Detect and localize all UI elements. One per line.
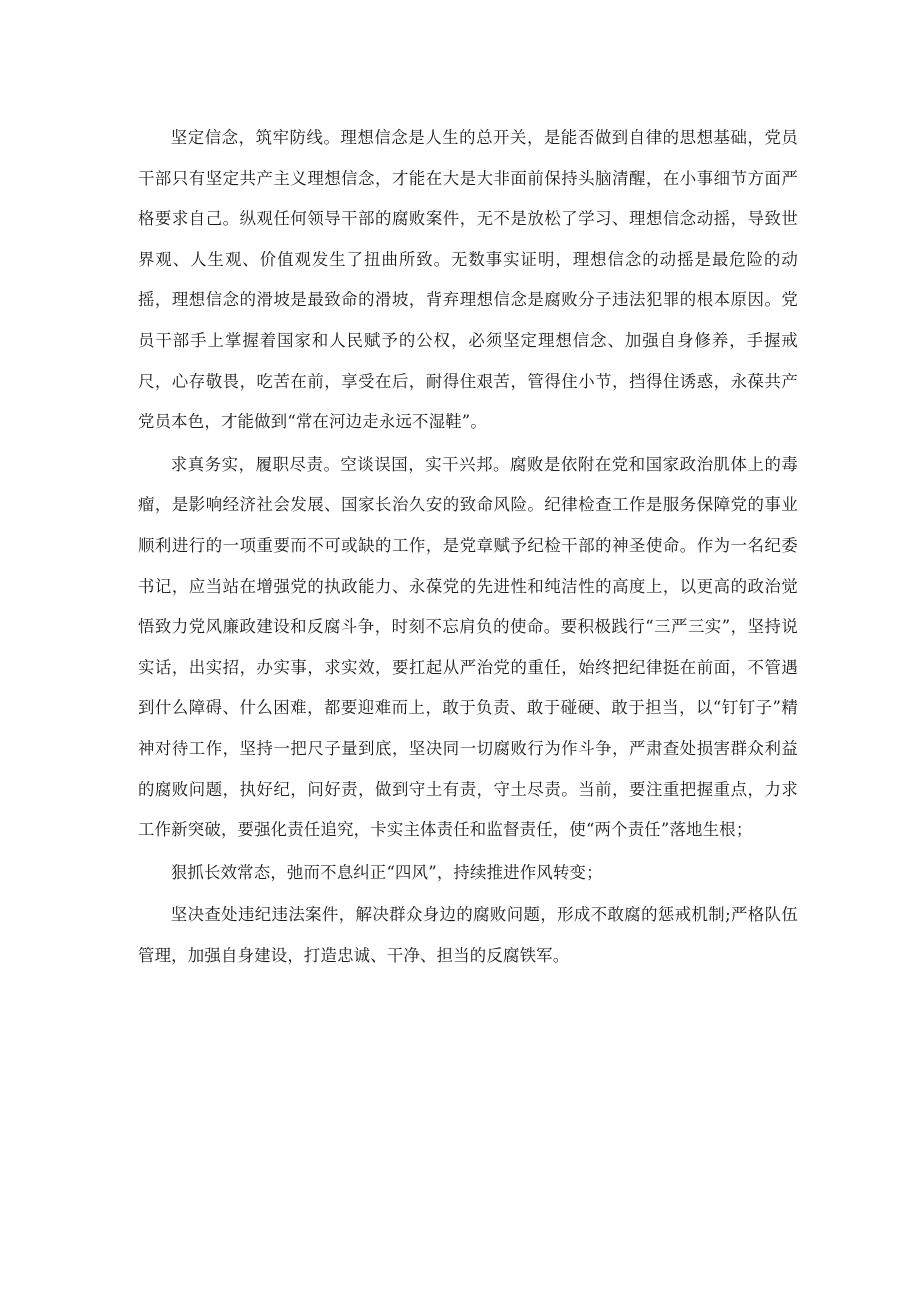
document-body (138, 118, 798, 976)
paragraph-faith: 坚定信念，筑牢防线。理想信念是人生的总开关，是能否做到自律的思想基础，党员干部只有坚定共产主义理想信念，才能在大是大非面前保持头脑清醒，在小事细节方面严格要求自己。纵观任何领导干部的腐败案件，无不是放松了学习、理想信念动摇，导致世界观、人生观、价值观发生了扭曲所致。无数事实证明，理想信念的动摇是最危险的动摇，理想信念的滑坡是最致命的滑坡，背弃理想信念是腐败分子违法犯罪的根本原因。党员干部手上掌握着国家和人民赋予的公权，必须坚定理想信念、加强自身修养，手握戒尺，心存敬畏，吃苦在前，享受在后，耐得住艰苦，管得住小节，挡得住诱惑，永葆共产党员本色，才能做到“常在河边走永远不湿鞋”。 (138, 128, 798, 432)
paragraph-duty: 求真务实，履职尽责。空谈误国，实干兴邦。腐败是依附在党和国家政治肌体上的毒瘤，是影响经济社会发展、国家长治久安的致命风险。纪律检查工作是服务保障党的事业顺利进行的一项重要而不可或缺的工作，是党章赋予纪检干部的神圣使命。作为一名纪委书记，应当站在增强党的执政能力、永葆党的先进性和纯洁性的高度上，以更高的政治觉悟致力党风廉政建设和反腐斗争，时刻不忘肩负的使命。要积极践行“三严三实”，坚持说实话，出实招，办实事，求实效，要扛起从严治党的重任，始终把纪律挺在前面，不管遇到什么障碍、什么困难，都要迎难而上，敢于负责、敢于碰硬、敢于担当，以“钉钉子”精神对待工作，坚持一把尺子量到底，坚决同一切腐败行为作斗争，严肃查处损害群众利益的腐败问题，执好纪，问好责，做到守土有责，守土尽责。当前，要注重把握重点，力求工作新突破，要强化责任追究，卡实主体责任和监督责任，使“两个责任”落地生根； (138, 454, 798, 840)
paragraph-case-handling: 坚决查处违纪违法案件，解决群众身边的腐败问题，形成不敢腐的惩戒机制;严格队伍管理，加强自身建设，打造忠诚、干净、担当的反腐铁军。 (138, 905, 798, 965)
paragraph-work-style: 狠抓长效常态，弛而不息纠正“四风”，持续推进作风转变； (170, 862, 603, 882)
